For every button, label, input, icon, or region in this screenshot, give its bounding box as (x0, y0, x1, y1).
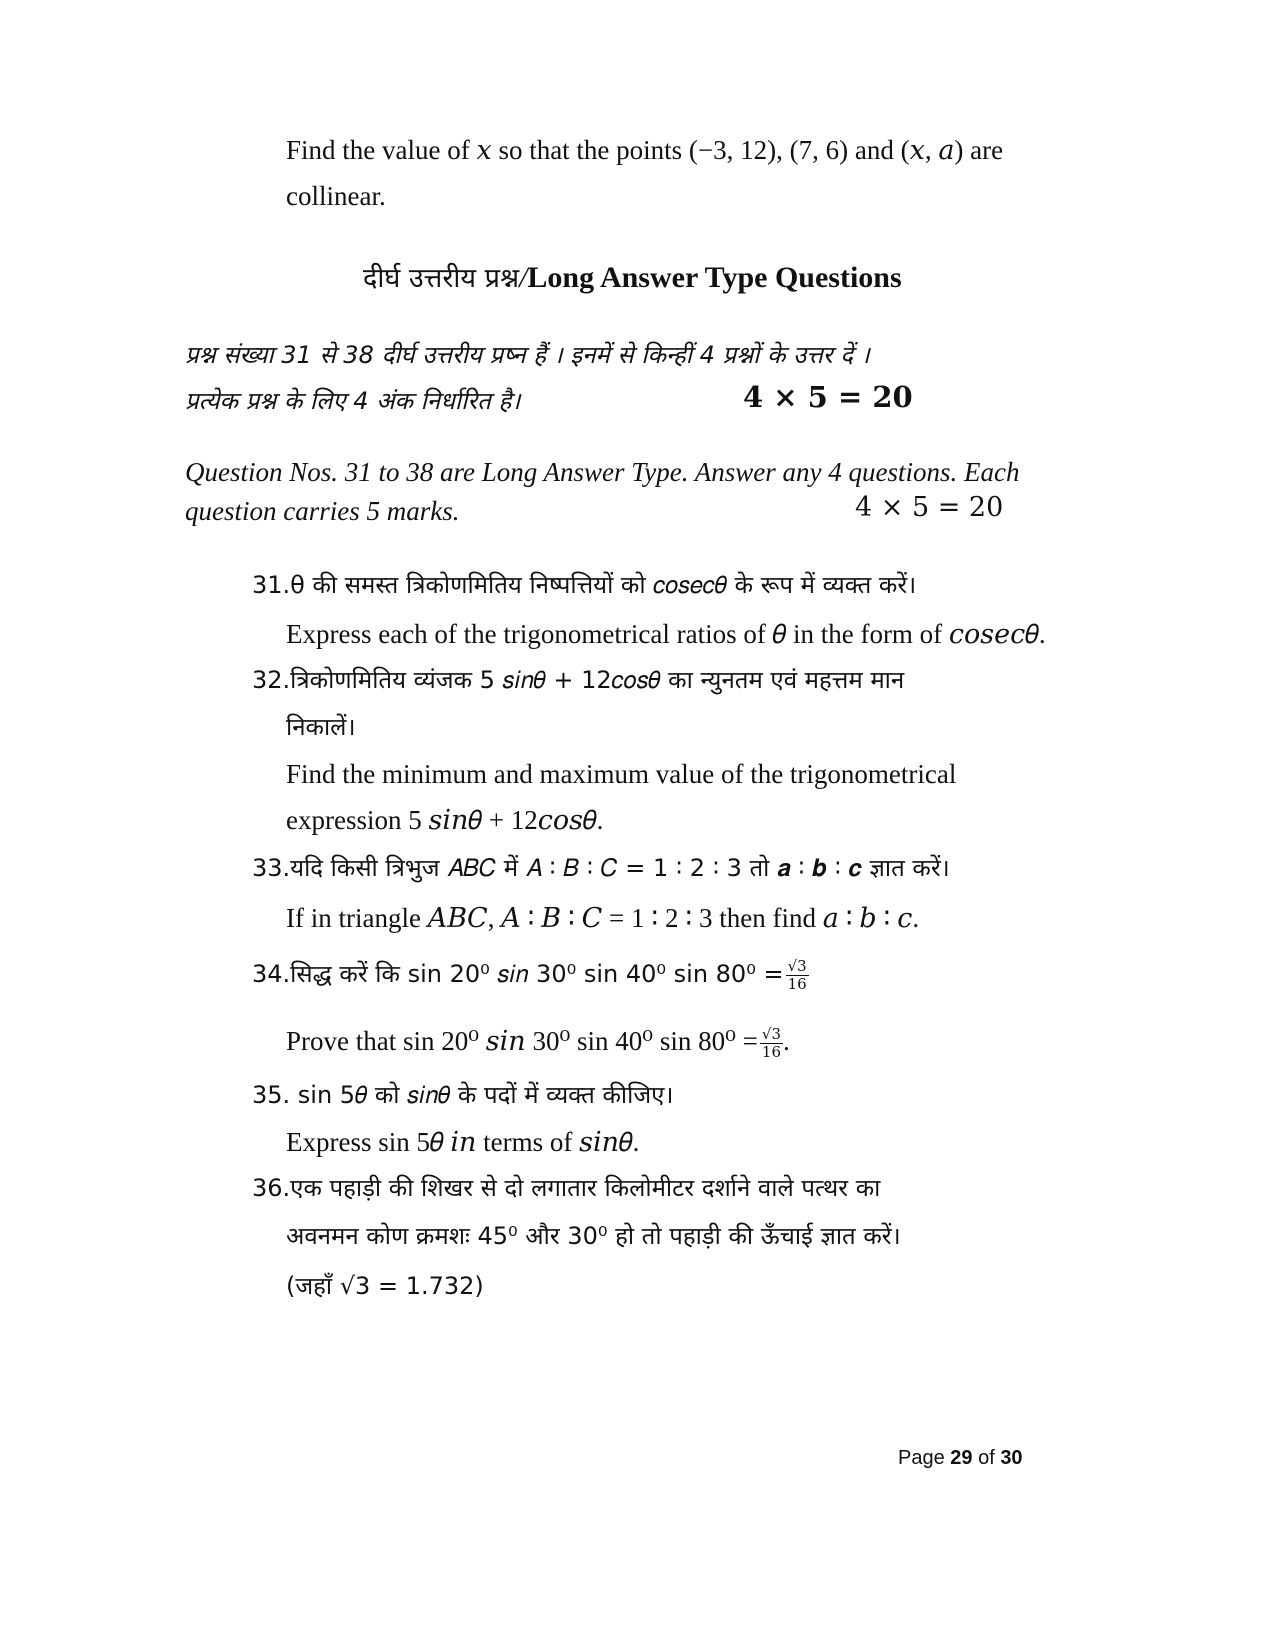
page-prefix: Page (898, 1447, 951, 1469)
intro-line-1: Find the value of 𝑥 so that the points (−3, 12), (7, 6) and (𝑥, 𝑎) are (286, 135, 1004, 165)
section-separator: / (519, 261, 528, 294)
page-number (898, 1447, 1023, 1470)
instruction-english-marks: 4 × 5 = 20 (855, 492, 1004, 523)
page-middle: of (972, 1447, 1001, 1469)
fraction-numerator: √3 (761, 1025, 782, 1044)
q33-hindi: 33.यदि किसी त्रिभुज 𝐴𝐵𝐶 में 𝐴 ∶ 𝐵 ∶ 𝐶 = 1 ∶ 2 ∶ 3 तो 𝒂 ∶ 𝒃 ∶ 𝒄 ज्ञात करें। (252, 854, 950, 882)
q33-english: If in triangle 𝐴𝐵𝐶, 𝐴 ∶ 𝐵 ∶ 𝐶 = 1 ∶ 2 ∶ 3 then find 𝑎 ∶ 𝑏 ∶ 𝑐. (286, 903, 920, 933)
q36-hindi-line-2: अवनमन कोण क्रमशः 45⁰ और 30⁰ हो तो पहाड़ी की ऊँचाई ज्ञात करें। (286, 1222, 901, 1250)
section-title-hindi: दीर्घ उत्तरीय प्रश्न (363, 263, 520, 294)
q31-english: Express each of the trigonometrical ratios of 𝜃 in the form of 𝑐𝑜𝑠𝑒𝑐𝜃. (286, 619, 1046, 649)
instruction-hindi-marks: 4 × 5 = 20 (743, 380, 913, 414)
q34-hindi: 34.सिद्ध करें कि sin 20⁰ 𝑠𝑖𝑛 30⁰ sin 40⁰ sin 80⁰ = (252, 960, 784, 988)
q32-english-line-2: expression 5 𝑠𝑖𝑛𝜃 + 12𝑐𝑜𝑠𝜃. (286, 805, 604, 835)
q32-hindi-line-2: निकालें। (286, 713, 356, 741)
q34-english: Prove that sin 20⁰ 𝑠𝑖𝑛 30⁰ sin 40⁰ sin 80⁰ = (286, 1026, 758, 1056)
q36-hindi-line-1: 36.एक पहाड़ी की शिखर से दो लगातार किलोमीटर दर्शाने वाले पत्थर का (252, 1174, 881, 1202)
section-title-english: Long Answer Type Questions (527, 261, 902, 294)
q32-english-line-1: Find the minimum and maximum value of the trigonometrical (286, 759, 957, 789)
page-total: 30 (1000, 1447, 1023, 1469)
q34-english-fraction (760, 1026, 783, 1061)
instruction-hindi-line-1: प्रश्न संख्या 31 से 38 दीर्घ उत्तरीय प्रष्न हैं । इनमें से किन्हीं 4 प्रश्नों के उत्तर दें । (185, 341, 870, 369)
fraction-numerator: √3 (787, 956, 807, 975)
q34-hindi-fraction (786, 958, 809, 993)
page-current: 29 (950, 1447, 973, 1469)
section-heading (363, 261, 902, 296)
q35-hindi: 35. sin 5𝜃 को 𝑠𝑖𝑛𝜃 के पदों में व्यक्त कीजिए। (252, 1081, 674, 1109)
q32-hindi-line-1: 32.त्रिकोणमितिय व्यंजक 5 𝑠𝑖𝑛𝜃 + 12𝑐𝑜𝑠𝜃 का न्युनतम एवं महत्तम मान (252, 666, 905, 694)
instruction-hindi-line-2: प्रत्येक प्रश्न के लिए 4 अंक निर्धारित है। (185, 387, 521, 415)
q34-english-end: . (783, 1026, 790, 1056)
q35-english: Express sin 5𝜃 𝑖𝑛 terms of 𝑠𝑖𝑛𝜃. (286, 1127, 640, 1157)
fraction-denominator: 16 (761, 1043, 782, 1062)
intro-line-2: collinear. (286, 181, 386, 211)
q36-hindi-line-3: (जहाँ √3 = 1.732) (286, 1272, 484, 1300)
q31-hindi: 31.θ की समस्त त्रिकोणमितिय निष्पत्तियों को 𝑐𝑜𝑠𝑒𝑐𝜃 के रूप में व्यक्त करें। (252, 571, 917, 599)
instruction-english-line-1: Question Nos. 31 to 38 are Long Answer Type. Answer any 4 questions. Each (185, 457, 1020, 487)
q34-hindi-row (252, 957, 809, 993)
instruction-english-line-2: question carries 5 marks. (185, 496, 460, 526)
fraction-denominator: 16 (787, 974, 807, 993)
q34-english-row (286, 1024, 790, 1061)
